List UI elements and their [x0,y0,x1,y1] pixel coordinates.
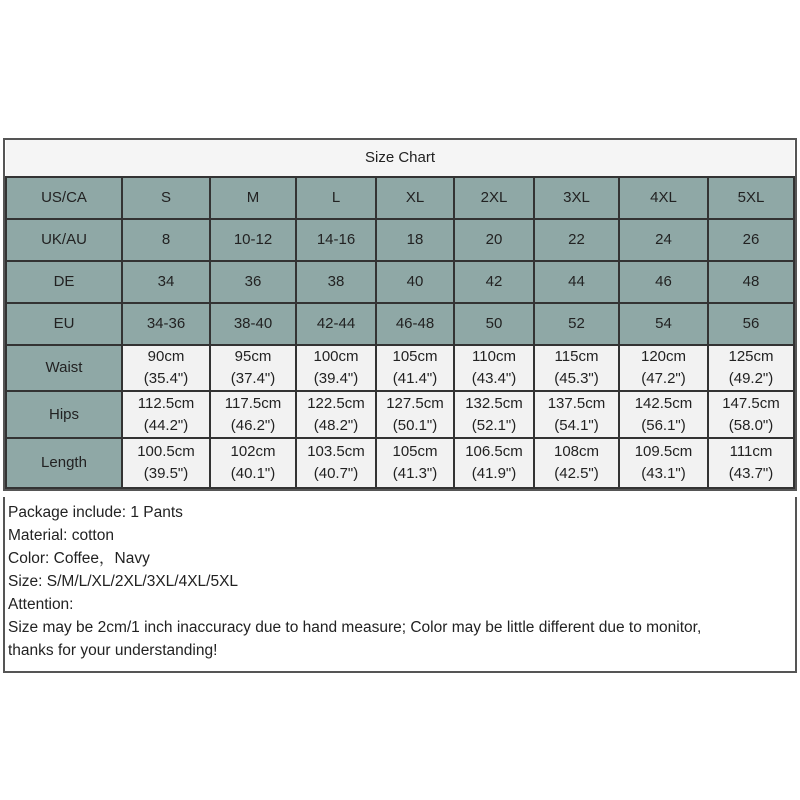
measurement-cell [122,438,210,488]
size-cell: 2XL [454,177,534,219]
cm-value: 111cm [729,443,773,460]
inch-value: (41.4") [392,370,438,387]
cm-value: 95cm [234,348,272,365]
measurement-cell [210,391,296,438]
size-row [6,219,794,261]
size-cell: 26 [708,219,794,261]
size-cell: 34 [122,261,210,303]
inch-value: (45.3") [554,370,599,387]
inch-value: (43.1") [641,465,686,482]
measurement-cell [708,345,794,391]
cm-value: 102cm [230,443,276,460]
row-label: DE [6,261,122,303]
inch-value: (54.1") [554,416,599,434]
size-cell: 24 [619,219,708,261]
cm-value: 117.5cm [224,394,282,412]
cm-value: 122.5cm [307,394,365,412]
measurement-cell [296,391,376,438]
cm-value: 125cm [728,348,774,365]
cm-value: 90cm [147,348,185,365]
inch-value: (40.7") [313,465,359,482]
note-line: Color: Coffee，Navy [8,550,150,567]
inch-value: (49.2") [728,370,774,387]
inch-value: (35.4") [143,370,189,387]
size-cell: 18 [376,219,454,261]
inch-value: (39.4") [313,370,359,387]
size-cell: 50 [454,303,534,345]
measurement-cell [454,391,534,438]
cm-value: 127.5cm [386,394,444,412]
cm-value: 103.5cm [307,443,365,460]
size-chart [3,138,797,491]
measurement-cell [619,391,708,438]
size-row [6,261,794,303]
inch-value: (40.1") [230,465,276,482]
size-cell: 54 [619,303,708,345]
chart-title: Size Chart [6,140,794,177]
row-label: EU [6,303,122,345]
inch-value: (42.5") [554,465,599,482]
cm-value: 147.5cm [722,394,780,412]
measurement-cell [296,438,376,488]
row-label: Waist [6,345,122,391]
measurement-row [6,345,794,391]
measurement-cell [296,345,376,391]
inch-value: (52.1") [471,416,517,434]
cm-value: 105cm [392,348,438,365]
size-cell: 3XL [534,177,619,219]
size-cell: 42-44 [296,303,376,345]
size-cell: 42 [454,261,534,303]
inch-value: (50.1") [392,416,438,434]
size-cell: 5XL [708,177,794,219]
inch-value: (56.1") [641,416,686,434]
inch-value: (39.5") [143,465,189,482]
size-cell: 14-16 [296,219,376,261]
inch-value: (46.2") [230,416,276,434]
measurement-cell [454,345,534,391]
inch-value: (47.2") [641,370,686,387]
note-line: thanks for your understanding! [8,642,218,659]
inch-value: (37.4") [230,370,276,387]
size-cell: 40 [376,261,454,303]
cm-value: 109.5cm [634,443,693,460]
cm-value: 108cm [553,443,600,460]
size-cell: 46 [619,261,708,303]
measurement-row [6,391,794,438]
cm-value: 132.5cm [465,394,523,412]
inch-value: (44.2") [143,416,189,434]
measurement-cell [210,438,296,488]
size-row [6,303,794,345]
cm-value: 100cm [313,348,359,365]
size-cell: 22 [534,219,619,261]
inch-value: (43.7") [728,465,774,482]
cm-value: 115cm [554,348,599,365]
size-cell: 46-48 [376,303,454,345]
product-notes [3,497,797,673]
size-cell: 52 [534,303,619,345]
row-label: US/CA [6,177,122,219]
size-cell: 44 [534,261,619,303]
measurement-cell [619,345,708,391]
measurement-cell [454,438,534,488]
size-cell: 38 [296,261,376,303]
cm-value: 110cm [472,348,516,365]
size-cell: 34-36 [122,303,210,345]
cm-value: 106.5cm [465,443,523,460]
size-cell: 8 [122,219,210,261]
note-line: Size may be 2cm/1 inch inaccuracy due to hand measure; Color may be little different due to monitor, [8,619,702,636]
size-cell: 36 [210,261,296,303]
cm-value: 112.5cm [137,394,195,412]
row-label: Length [6,438,122,488]
cm-value: 137.5cm [547,394,606,412]
row-label: UK/AU [6,219,122,261]
size-cell: 4XL [619,177,708,219]
measurement-cell [376,345,454,391]
inch-value: (43.4") [471,370,517,387]
measurement-cell [210,345,296,391]
inch-value: (58.0") [728,416,774,434]
measurement-cell [122,391,210,438]
measurement-cell [619,438,708,488]
size-row [6,177,794,219]
measurement-cell [376,391,454,438]
size-cell: XL [376,177,454,219]
size-cell: 38-40 [210,303,296,345]
cm-value: 100.5cm [137,443,195,460]
size-cell: 10-12 [210,219,296,261]
note-line: Size: S/M/L/XL/2XL/3XL/4XL/5XL [8,573,239,590]
measurement-cell [122,345,210,391]
inch-value: (41.3") [392,465,438,482]
measurement-cell [534,345,619,391]
inch-value: (48.2") [313,416,359,434]
size-cell: L [296,177,376,219]
measurement-cell [534,438,619,488]
measurement-cell [376,438,454,488]
measurement-cell [708,391,794,438]
measurement-cell [534,391,619,438]
inch-value: (41.9") [471,465,517,482]
note-line: Package include: 1 Pants [8,504,183,521]
note-line: Material: cotton [8,527,114,544]
size-cell: M [210,177,296,219]
cm-value: 142.5cm [634,394,693,412]
size-cell: 56 [708,303,794,345]
size-cell: 48 [708,261,794,303]
cm-value: 120cm [640,348,687,365]
measurement-row [6,438,794,488]
row-label: Hips [6,391,122,438]
size-cell: 20 [454,219,534,261]
cm-value: 105cm [392,443,438,460]
measurement-cell [708,438,794,488]
note-line: Attention: [8,596,74,613]
size-cell: S [122,177,210,219]
